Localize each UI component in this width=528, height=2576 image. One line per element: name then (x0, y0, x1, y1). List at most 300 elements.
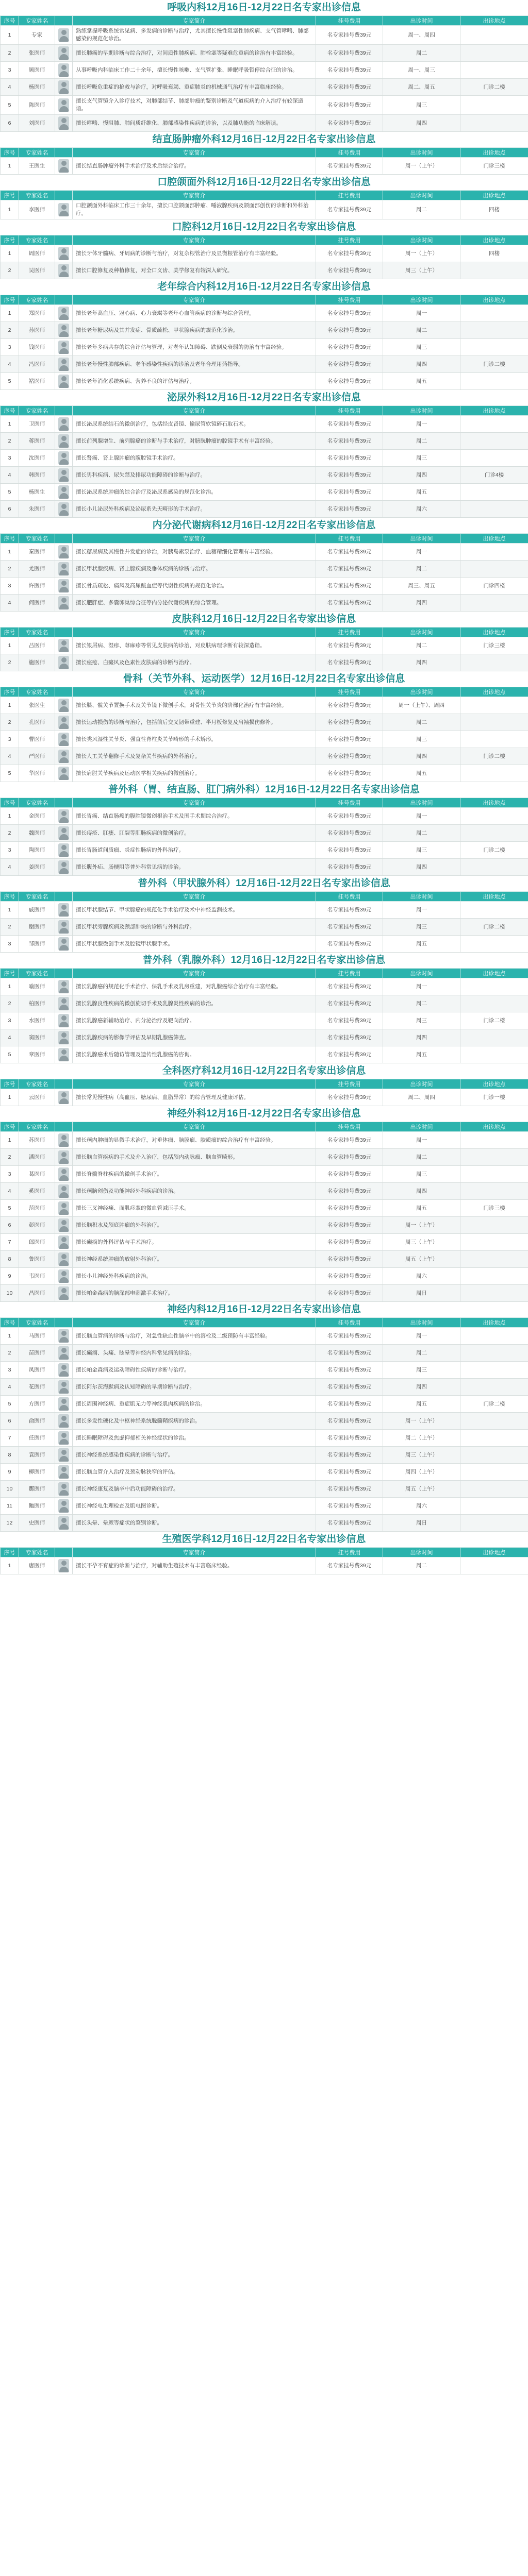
expert-photo-cell (55, 544, 73, 561)
expert-photo-cell (55, 1345, 73, 1362)
registration-fee: 名专家挂号费39元 (316, 1046, 383, 1063)
registration-fee: 名专家挂号费39元 (316, 595, 383, 612)
column-header: 专家姓名 (19, 295, 55, 305)
expert-specialty: 擅长甲状腺微创手术及腔镜甲状腺手术。 (73, 936, 316, 953)
column-header: 专家姓名 (19, 892, 55, 902)
column-header: 挂号费用 (316, 628, 383, 637)
avatar-wrapper (58, 80, 69, 94)
schedule-table (0, 295, 528, 390)
column-header: 挂号费用 (316, 1079, 383, 1089)
registration-fee: 名专家挂号费39元 (316, 561, 383, 578)
expert-photo-cell (55, 1234, 73, 1251)
expert-name: 彭医师 (19, 1217, 55, 1234)
clinic-location (460, 26, 528, 45)
expert-specialty: 擅长前列腺增生、前列腺癌的诊断与手术治疗，对膀胱肿瘤的腔镜手术有丰富经验。 (73, 433, 316, 450)
clinic-location (460, 305, 528, 322)
clinic-days: 周二（上午） (383, 1430, 460, 1447)
column-header: 挂号费用 (316, 687, 383, 697)
row-number: 11 (1, 1498, 19, 1515)
column-header (55, 16, 73, 26)
avatar (58, 639, 69, 652)
clinic-days: 周二 (383, 1345, 460, 1362)
clinic-days: 周四 (383, 595, 460, 612)
expert-photo-cell (55, 262, 73, 279)
table-row (1, 467, 528, 484)
registration-fee: 名专家挂号费39元 (316, 637, 383, 654)
column-header: 专家姓名 (19, 148, 55, 158)
expert-photo-cell (55, 578, 73, 595)
table-row (1, 115, 528, 132)
column-header (55, 892, 73, 902)
schedule-table (0, 235, 528, 279)
row-number: 1 (1, 1132, 19, 1149)
column-header: 出诊时间 (383, 628, 460, 637)
expert-specialty: 擅长小儿泌尿外科疾病及泌尿系先天畸形的手术治疗。 (73, 501, 316, 518)
avatar (58, 1559, 69, 1572)
clinic-location (460, 1481, 528, 1498)
table-row (1, 1149, 528, 1166)
table-row (1, 433, 528, 450)
expert-specialty: 擅长乳腺良性疾病的微创旋切手术及乳腺炎性疾病的诊治。 (73, 995, 316, 1012)
avatar (58, 1465, 69, 1479)
column-header: 专家姓名 (19, 798, 55, 808)
row-number: 9 (1, 1464, 19, 1481)
registration-fee: 名专家挂号费39元 (316, 1396, 383, 1413)
table-row (1, 1345, 528, 1362)
table-row (1, 654, 528, 671)
column-header: 序号 (1, 1079, 19, 1089)
row-number: 5 (1, 765, 19, 782)
expert-photo-cell (55, 96, 73, 115)
expert-specialty: 擅长脑血管介入治疗及颈动脉狭窄的评估。 (73, 1464, 316, 1481)
clinic-days: 周四 (383, 654, 460, 671)
table-row (1, 245, 528, 262)
column-header: 出诊地点 (460, 191, 528, 200)
clinic-location (460, 995, 528, 1012)
column-header (55, 406, 73, 416)
clinic-location: 门诊三楼 (460, 158, 528, 175)
row-number: 1 (1, 637, 19, 654)
clinic-location: 门诊二楼 (460, 356, 528, 373)
column-header: 序号 (1, 16, 19, 26)
clinic-days: 周二 (383, 200, 460, 219)
avatar (58, 1516, 69, 1530)
clinic-days: 周四 (383, 467, 460, 484)
clinic-days: 周五（上午） (383, 1481, 460, 1498)
column-header: 挂号费用 (316, 1318, 383, 1328)
avatar-wrapper (58, 451, 69, 465)
expert-photo-cell (55, 1413, 73, 1430)
expert-specialty: 擅长胃肠道间质瘤、炎症性肠病的外科治疗。 (73, 842, 316, 859)
avatar (58, 1184, 69, 1198)
expert-specialty: 擅长阿尔茨海默病及认知障碍的早期诊断与治疗。 (73, 1379, 316, 1396)
registration-fee: 名专家挂号费39元 (316, 200, 383, 219)
column-header: 专家简介 (73, 892, 316, 902)
clinic-location: 四楼 (460, 245, 528, 262)
row-number: 4 (1, 748, 19, 765)
expert-specialty: 擅长多发性硬化及中枢神经系统脱髓鞘疾病的诊治。 (73, 1413, 316, 1430)
clinic-location (460, 262, 528, 279)
column-header: 序号 (1, 148, 19, 158)
clinic-location (460, 714, 528, 731)
column-header: 序号 (1, 406, 19, 416)
expert-name: 鲍医师 (19, 1498, 55, 1515)
expert-specialty: 擅长三叉神经痛、面肌痉挛的微血管减压手术。 (73, 1200, 316, 1217)
expert-photo-cell (55, 714, 73, 731)
registration-fee: 名专家挂号费39元 (316, 1183, 383, 1200)
clinic-days: 周四 (383, 859, 460, 876)
table-row (1, 1362, 528, 1379)
row-number: 2 (1, 561, 19, 578)
column-header: 出诊时间 (383, 235, 460, 245)
row-number: 2 (1, 1345, 19, 1362)
avatar (58, 920, 69, 934)
registration-fee: 名专家挂号费39元 (316, 1012, 383, 1029)
expert-name: 苗医师 (19, 1345, 55, 1362)
expert-name: 魏医师 (19, 825, 55, 842)
avatar-wrapper (58, 716, 69, 729)
department-title: 普外科（甲状腺外科）12月16日-12月22日名专家出诊信息 (0, 876, 528, 891)
expert-name: 酆医师 (19, 1481, 55, 1498)
clinic-location: 门诊二楼 (460, 1396, 528, 1413)
avatar (58, 1201, 69, 1215)
registration-fee: 名专家挂号费39元 (316, 62, 383, 79)
column-header: 序号 (1, 1318, 19, 1328)
expert-photo-cell (55, 637, 73, 654)
avatar-wrapper (58, 843, 69, 857)
clinic-location (460, 1345, 528, 1362)
column-header: 出诊时间 (383, 191, 460, 200)
expert-specialty: 擅长不孕不育症的诊断与治疗，对辅助生殖技术有丰富临床经验。 (73, 1557, 316, 1574)
expert-photo-cell (55, 1089, 73, 1106)
column-header: 出诊地点 (460, 295, 528, 305)
expert-specialty: 擅长痤疮、白癜风及色素性皮肤病的诊断与治疗。 (73, 654, 316, 671)
expert-name: 水医师 (19, 1012, 55, 1029)
expert-name: 袁医师 (19, 1447, 55, 1464)
column-header: 出诊地点 (460, 16, 528, 26)
clinic-days: 周一 (383, 416, 460, 433)
clinic-days: 周四 (383, 748, 460, 765)
clinic-days: 周一 (383, 1132, 460, 1149)
expert-name: 朱医师 (19, 501, 55, 518)
avatar-wrapper (58, 307, 69, 320)
clinic-location: 门诊二楼 (460, 1012, 528, 1029)
department-title: 骨科（关节外科、运动医学）12月16日-12月22日名专家出诊信息 (0, 671, 528, 687)
expert-specialty: 擅长神经康复及脑卒中后功能障碍的治疗。 (73, 1481, 316, 1498)
avatar-wrapper (58, 562, 69, 575)
table-header-row (1, 892, 528, 902)
column-header (55, 148, 73, 158)
avatar-wrapper (58, 1167, 69, 1181)
schedule-table (0, 968, 528, 1063)
row-number: 3 (1, 578, 19, 595)
avatar-wrapper (58, 264, 69, 277)
clinic-location (460, 1046, 528, 1063)
schedule-table (0, 15, 528, 132)
expert-name: 郑医师 (19, 305, 55, 322)
table-row (1, 339, 528, 356)
avatar-wrapper (58, 1014, 69, 1027)
clinic-days: 周五 (383, 765, 460, 782)
clinic-days: 周二 (383, 561, 460, 578)
table-row (1, 1447, 528, 1464)
row-number: 3 (1, 1362, 19, 1379)
column-header: 序号 (1, 892, 19, 902)
clinic-days: 周四 (383, 1379, 460, 1396)
department-title: 普外科（乳腺外科）12月16日-12月22日名专家出诊信息 (0, 953, 528, 968)
clinic-days: 周四 (383, 1183, 460, 1200)
registration-fee: 名专家挂号费39元 (316, 919, 383, 936)
expert-name: 陈医师 (19, 96, 55, 115)
table-row (1, 1089, 528, 1106)
registration-fee: 名专家挂号费39元 (316, 26, 383, 45)
expert-specialty: 擅长乳腺癌术后随访管理及遗传性乳腺癌的咨询。 (73, 1046, 316, 1063)
column-header: 出诊地点 (460, 969, 528, 978)
table-row (1, 1183, 528, 1200)
column-header: 出诊时间 (383, 1079, 460, 1089)
avatar-wrapper (58, 375, 69, 388)
clinic-location (460, 322, 528, 339)
clinic-days: 周三 (383, 1166, 460, 1183)
avatar (58, 1269, 69, 1283)
column-header: 出诊地点 (460, 148, 528, 158)
clinic-days: 周四 (383, 356, 460, 373)
avatar-wrapper (58, 1448, 69, 1462)
avatar (58, 28, 69, 42)
registration-fee: 名专家挂号费39元 (316, 1251, 383, 1268)
table-row (1, 1557, 528, 1574)
avatar (58, 1167, 69, 1181)
clinic-days: 周日 (383, 1285, 460, 1302)
column-header: 专家姓名 (19, 628, 55, 637)
avatar (58, 997, 69, 1010)
clinic-days: 周一（上午） (383, 158, 460, 175)
table-header-row (1, 969, 528, 978)
expert-name: 许医师 (19, 578, 55, 595)
expert-photo-cell (55, 467, 73, 484)
expert-specialty: 熟练掌握呼吸系统常见病、多发病的诊断与治疗，尤其擅长慢性阻塞性肺疾病、支气管哮喘、肺部感染的规范化诊治。 (73, 26, 316, 45)
table-row (1, 26, 528, 45)
avatar-wrapper (58, 1465, 69, 1479)
clinic-location (460, 1251, 528, 1268)
clinic-days: 周三 (383, 731, 460, 748)
row-number: 4 (1, 79, 19, 96)
row-number: 2 (1, 322, 19, 339)
avatar-wrapper (58, 1286, 69, 1300)
clinic-location (460, 1149, 528, 1166)
table-row (1, 484, 528, 501)
expert-photo-cell (55, 484, 73, 501)
registration-fee: 名专家挂号费39元 (316, 1328, 383, 1345)
registration-fee: 名专家挂号费39元 (316, 1379, 383, 1396)
table-row (1, 697, 528, 714)
clinic-location (460, 1268, 528, 1285)
expert-name: 方医师 (19, 1396, 55, 1413)
avatar-wrapper (58, 1431, 69, 1445)
avatar-wrapper (58, 826, 69, 840)
avatar-wrapper (58, 98, 69, 112)
clinic-days: 周二 (383, 322, 460, 339)
clinic-location (460, 765, 528, 782)
clinic-location (460, 1029, 528, 1046)
department-title: 皮肤科12月16日-12月22日名专家出诊信息 (0, 612, 528, 627)
expert-specialty: 擅长脑积水及颅底肿瘤的外科治疗。 (73, 1217, 316, 1234)
clinic-location (460, 1234, 528, 1251)
expert-name: 专家 (19, 26, 55, 45)
expert-specialty: 擅长甲状腺结节、甲状腺癌的规范化手术治疗及术中神经监测技术。 (73, 902, 316, 919)
registration-fee: 名专家挂号费39元 (316, 322, 383, 339)
table-row (1, 96, 528, 115)
expert-name: 刘医师 (19, 115, 55, 132)
column-header: 专家简介 (73, 1548, 316, 1557)
expert-name: 花医师 (19, 1379, 55, 1396)
column-header: 专家简介 (73, 191, 316, 200)
row-number: 2 (1, 654, 19, 671)
row-number: 4 (1, 1379, 19, 1396)
avatar (58, 1482, 69, 1496)
expert-name: 孔医师 (19, 714, 55, 731)
expert-photo-cell (55, 1029, 73, 1046)
avatar-wrapper (58, 116, 69, 130)
clinic-location (460, 433, 528, 450)
expert-specialty: 擅长老年糖尿病及其并发症、骨质疏松、甲状腺疾病的规范化诊治。 (73, 322, 316, 339)
row-number: 5 (1, 1396, 19, 1413)
table-row (1, 1200, 528, 1217)
row-number: 2 (1, 433, 19, 450)
expert-specialty: 擅长膝、髋关节置换手术及关节镜下微创手术，对骨性关节炎的阶梯化治疗有丰富经验。 (73, 697, 316, 714)
column-header: 出诊时间 (383, 1318, 460, 1328)
clinic-days: 周三 (383, 1362, 460, 1379)
clinic-location (460, 62, 528, 79)
avatar (58, 468, 69, 482)
clinic-days: 周三 (383, 1012, 460, 1029)
table-row (1, 1430, 528, 1447)
table-row (1, 714, 528, 731)
expert-name: 冯医师 (19, 356, 55, 373)
avatar (58, 358, 69, 371)
column-header: 出诊时间 (383, 534, 460, 544)
table-row (1, 1217, 528, 1234)
clinic-days: 周六 (383, 501, 460, 518)
row-number: 2 (1, 45, 19, 62)
expert-photo-cell (55, 1362, 73, 1379)
clinic-days: 周一、周三 (383, 62, 460, 79)
clinic-location (460, 373, 528, 390)
registration-fee: 名专家挂号费39元 (316, 262, 383, 279)
expert-photo-cell (55, 561, 73, 578)
avatar-wrapper (58, 1329, 69, 1343)
avatar-wrapper (58, 699, 69, 712)
row-number: 2 (1, 1149, 19, 1166)
registration-fee: 名专家挂号费39元 (316, 995, 383, 1012)
clinic-days: 周五 (383, 1200, 460, 1217)
avatar (58, 1363, 69, 1377)
registration-fee: 名专家挂号费39元 (316, 305, 383, 322)
clinic-days: 周二 (383, 714, 460, 731)
row-number: 1 (1, 245, 19, 262)
table-row (1, 305, 528, 322)
avatar-wrapper (58, 468, 69, 482)
column-header: 出诊时间 (383, 295, 460, 305)
avatar (58, 203, 69, 216)
avatar-wrapper (58, 1346, 69, 1360)
row-number: 3 (1, 339, 19, 356)
avatar-wrapper (58, 596, 69, 609)
column-header: 出诊地点 (460, 892, 528, 902)
row-number: 5 (1, 373, 19, 390)
column-header: 专家简介 (73, 406, 316, 416)
expert-specialty: 擅长颅脑创伤及功能神经外科疾病的诊治。 (73, 1183, 316, 1200)
department-title: 老年综合内科12月16日-12月22日名专家出诊信息 (0, 279, 528, 295)
expert-specialty: 擅长泌尿系统结石的微创治疗，包括经皮肾镜、输尿管软镜碎石取石术。 (73, 416, 316, 433)
row-number: 3 (1, 450, 19, 467)
expert-name: 郎医师 (19, 1234, 55, 1251)
expert-photo-cell (55, 1464, 73, 1481)
column-header (55, 534, 73, 544)
expert-name: 蒋医师 (19, 433, 55, 450)
expert-specialty: 擅长帕金森病的脑深部电刺激手术治疗。 (73, 1285, 316, 1302)
avatar (58, 826, 69, 840)
column-header: 序号 (1, 1548, 19, 1557)
expert-specialty: 口腔颌面外科临床工作三十余年，擅长口腔颌面部肿瘤、唾液腺疾病及颌面部创伤的诊断和外科治疗。 (73, 200, 316, 219)
row-number: 1 (1, 26, 19, 45)
expert-photo-cell (55, 595, 73, 612)
row-number: 2 (1, 714, 19, 731)
expert-specialty: 擅长常见慢性病（高血压、糖尿病、血脂异常）的综合管理及健康评估。 (73, 1089, 316, 1106)
table-header-row (1, 1079, 528, 1089)
column-header: 出诊时间 (383, 892, 460, 902)
schedule-table (0, 1122, 528, 1302)
expert-name: 施医师 (19, 654, 55, 671)
clinic-location (460, 731, 528, 748)
registration-fee: 名专家挂号费39元 (316, 1268, 383, 1285)
column-header: 专家简介 (73, 687, 316, 697)
registration-fee: 名专家挂号费39元 (316, 96, 383, 115)
clinic-days: 周二 (383, 1557, 460, 1574)
expert-photo-cell (55, 697, 73, 714)
table-row (1, 936, 528, 953)
clinic-location (460, 484, 528, 501)
department-title: 普外科（胃、结直肠、肛门病外科）12月16日-12月22日名专家出诊信息 (0, 782, 528, 798)
expert-specialty: 擅长乳腺疾病的影像学评估及早期乳腺癌筛查。 (73, 1029, 316, 1046)
clinic-location (460, 654, 528, 671)
avatar (58, 375, 69, 388)
avatar-wrapper (58, 1048, 69, 1061)
expert-name: 唐医师 (19, 1557, 55, 1574)
column-header: 挂号费用 (316, 969, 383, 978)
row-number: 8 (1, 1251, 19, 1268)
column-header: 出诊地点 (460, 406, 528, 416)
table-row (1, 1046, 528, 1063)
row-number: 2 (1, 825, 19, 842)
expert-photo-cell (55, 654, 73, 671)
expert-photo-cell (55, 1557, 73, 1574)
clinic-days: 周二、周四 (383, 1089, 460, 1106)
clinic-location (460, 808, 528, 825)
column-header: 出诊地点 (460, 1122, 528, 1132)
department-title: 生殖医学科12月16日-12月22日名专家出诊信息 (0, 1532, 528, 1547)
column-header: 专家姓名 (19, 1318, 55, 1328)
expert-specialty: 擅长乳腺癌的规范化手术治疗、保乳手术及乳房重建，对乳腺癌综合治疗有丰富经验。 (73, 978, 316, 995)
registration-fee: 名专家挂号费39元 (316, 1132, 383, 1149)
column-header: 序号 (1, 534, 19, 544)
registration-fee: 名专家挂号费39元 (316, 842, 383, 859)
expert-specialty: 擅长甲状腺疾病、肾上腺疾病及垂体疾病的诊断与治疗。 (73, 561, 316, 578)
expert-photo-cell (55, 245, 73, 262)
column-header: 挂号费用 (316, 16, 383, 26)
column-header: 专家姓名 (19, 687, 55, 697)
table-header-row (1, 1318, 528, 1328)
